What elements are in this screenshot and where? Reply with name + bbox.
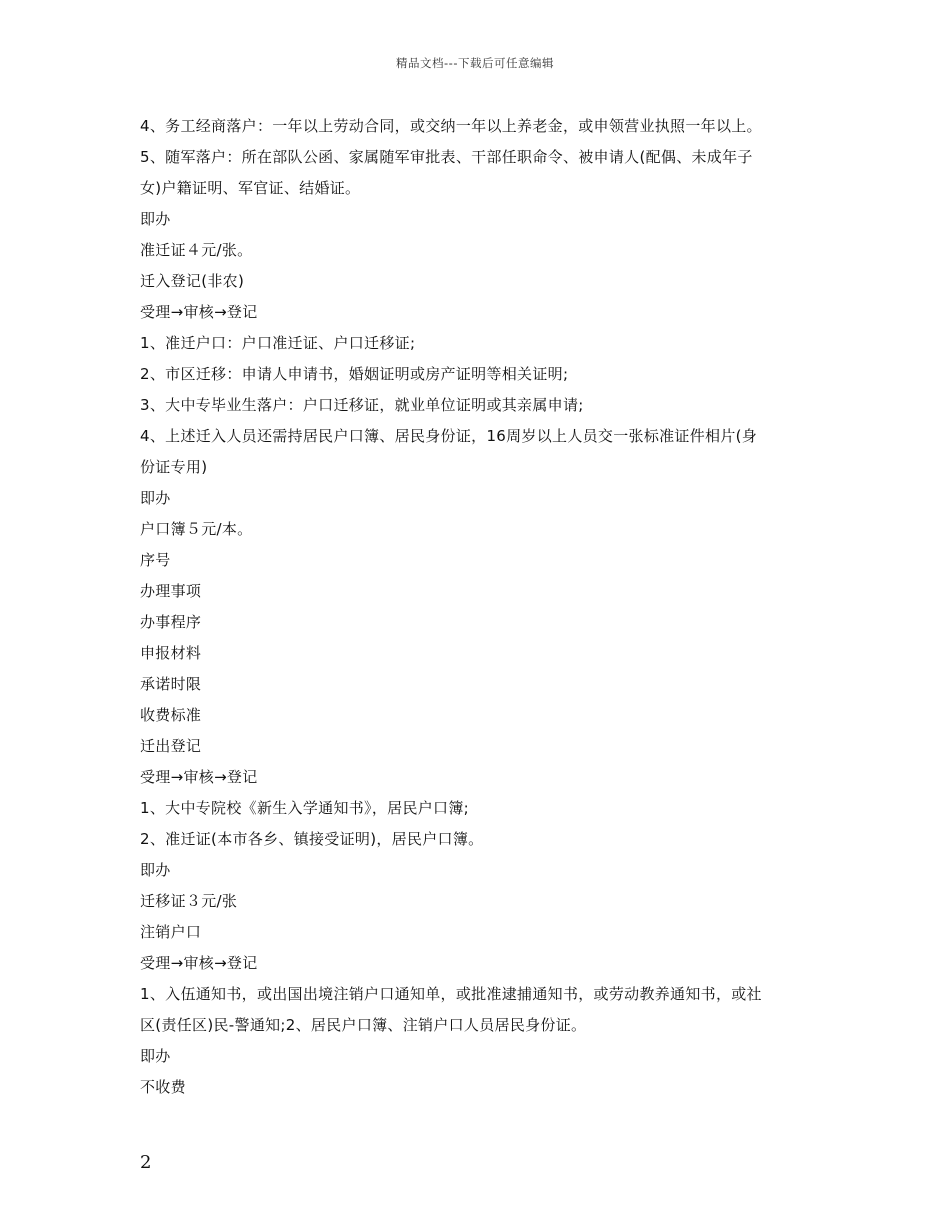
- text-line: 受理→审核→登记: [140, 303, 258, 321]
- text-line: 1、大中专院校《新生入学通知书》，居民户口簿;: [140, 799, 469, 817]
- text-line: 区(责任区)民-警通知;2、居民户口簿、注销户口人员居民身份证。: [140, 1016, 587, 1034]
- text-line: 准迁证４元/张。: [140, 241, 253, 259]
- text-line: 收费标准: [140, 706, 202, 724]
- text-line: 序号: [140, 551, 171, 569]
- text-line: 迁移证３元/张: [140, 892, 238, 910]
- text-line: 2、准迁证(本市各乡、镇接受证明)，居民户口簿。: [140, 830, 484, 848]
- text-line: 1、准迁户口：户口准迁证、户口迁移证;: [140, 334, 416, 352]
- text-line: 即办: [140, 489, 171, 507]
- text-line: 5、随军落户：所在部队公函、家属随军审批表、干部任职命令、被申请人(配偶、未成年子: [140, 148, 753, 166]
- text-line: 迁出登记: [140, 737, 202, 755]
- text-line: 申报材料: [140, 644, 202, 662]
- page-header: 精品文档---下载后可任意编辑: [396, 56, 554, 70]
- text-line: 3、大中专毕业生落户：户口迁移证，就业单位证明或其亲属申请;: [140, 396, 584, 414]
- text-line: 即办: [140, 1047, 171, 1065]
- text-line: 迁入登记(非农): [140, 272, 245, 290]
- text-line: 办事程序: [140, 613, 202, 631]
- text-line: 注销户口: [140, 923, 202, 941]
- page-number: 2: [140, 1152, 152, 1173]
- text-line: 即办: [140, 861, 171, 879]
- text-line: 2、市区迁移：申请人申请书，婚姻证明或房产证明等相关证明;: [140, 365, 569, 383]
- text-line: 受理→审核→登记: [140, 954, 258, 972]
- text-line: 办理事项: [140, 582, 202, 600]
- text-line: 4、务工经商落户：一年以上劳动合同，或交纳一年以上养老金，或申领营业执照一年以上。: [140, 117, 762, 135]
- text-line: 女)户籍证明、军官证、结婚证。: [140, 179, 361, 197]
- text-line: 4、上述迁入人员还需持居民户口簿、居民身份证，16周岁以上人员交一张标准证件相片(身: [140, 427, 758, 445]
- document-body: [140, 111, 810, 1103]
- text-line: 即办: [140, 210, 171, 228]
- text-line: 不收费: [140, 1078, 186, 1096]
- text-line: 受理→审核→登记: [140, 768, 258, 786]
- text-line: 1、入伍通知书，或出国出境注销户口通知单，或批准逮捕通知书，或劳动教养通知书，或社: [140, 985, 762, 1003]
- text-line: 户口簿５元/本。: [140, 520, 253, 538]
- text-line: 承诺时限: [140, 675, 202, 693]
- text-line: 份证专用): [140, 458, 208, 476]
